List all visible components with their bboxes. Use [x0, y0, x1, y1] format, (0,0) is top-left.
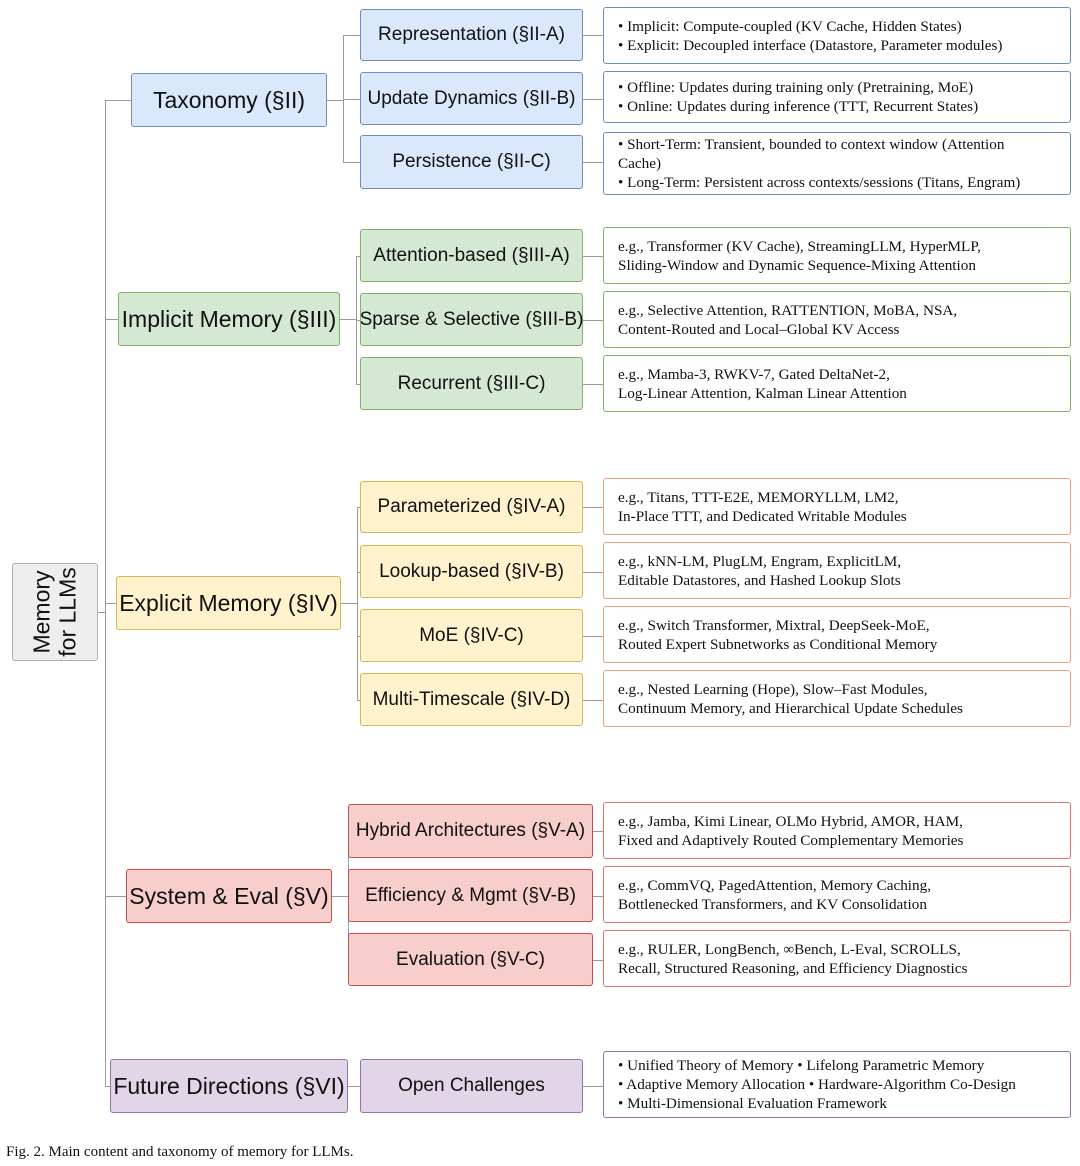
description-implicit-2: [603, 355, 1071, 412]
description-explicit-0: [603, 478, 1071, 535]
desc-connector-taxonomy-2: [583, 162, 603, 163]
description-line: e.g., Nested Learning (Hope), Slow–Fast Modules,: [618, 680, 928, 698]
description-line: • Multi-Dimensional Evaluation Framework: [618, 1095, 887, 1112]
desc-connector-taxonomy-1: [583, 99, 603, 100]
section-future: Future Directions (§VI): [110, 1059, 348, 1113]
figure-caption: Fig. 2. Main content and taxonomy of memory for LLMs.: [6, 1144, 354, 1160]
description-system-0: [603, 802, 1071, 859]
description-taxonomy-1: [603, 71, 1071, 123]
desc-connector-implicit-1: [583, 320, 603, 321]
description-line: e.g., kNN-LM, PlugLM, Engram, ExplicitLM,: [618, 552, 902, 570]
subsection-system-1: Efficiency & Mgmt (§V-B): [348, 869, 593, 922]
desc-connector-explicit-3: [583, 700, 603, 701]
desc-connector-future-0: [583, 1086, 603, 1087]
description-explicit-3: [603, 670, 1071, 727]
desc-connector-explicit-0: [583, 507, 603, 508]
description-line: • Explicit: Decoupled interface (Datastore, Parameter modules): [618, 36, 1003, 54]
description-line: Fixed and Adaptively Routed Complementary Memories: [618, 831, 964, 849]
subsection-explicit-0: Parameterized (§IV-A): [360, 481, 583, 533]
connector-future: [348, 1086, 360, 1087]
description-line: • Short-Term: Transient, bounded to context window (Attention: [618, 136, 1005, 153]
branch-explicit: [105, 603, 116, 604]
description-line: Recall, Structured Reasoning, and Efficiency Diagnostics: [618, 959, 968, 977]
desc-connector-implicit-0: [583, 256, 603, 257]
description-explicit-2: [603, 606, 1071, 663]
section-taxonomy: Taxonomy (§II): [131, 73, 327, 127]
desc-connector-system-1: [593, 896, 603, 897]
description-taxonomy-2: [603, 132, 1071, 195]
description-line: e.g., Jamba, Kimi Linear, OLMo Hybrid, AMOR, HAM,: [618, 812, 963, 830]
subsection-taxonomy-0: Representation (§II-A): [360, 9, 583, 61]
description-line: Content-Routed and Local–Global KV Access: [618, 320, 900, 338]
subsection-future-0: Open Challenges: [360, 1059, 583, 1113]
subsection-explicit-3: Multi-Timescale (§IV-D): [360, 673, 583, 726]
description-line: Continuum Memory, and Hierarchical Update Schedules: [618, 699, 963, 717]
description-implicit-1: [603, 291, 1071, 348]
description-line: Routed Expert Subnetworks as Conditional Memory: [618, 635, 938, 653]
connector-taxonomy-2: [343, 162, 360, 163]
subsection-taxonomy-2: Persistence (§II-C): [360, 135, 583, 189]
section-explicit: Explicit Memory (§IV): [116, 576, 341, 630]
root-node: [12, 563, 98, 661]
desc-connector-taxonomy-0: [583, 35, 603, 36]
description-line: In-Place TTT, and Dedicated Writable Modules: [618, 507, 907, 525]
section-implicit: Implicit Memory (§III): [118, 292, 340, 346]
branch-system: [105, 896, 126, 897]
description-line: • Implicit: Compute-coupled (KV Cache, Hidden States): [618, 17, 962, 35]
connector-taxonomy-1: [343, 99, 360, 100]
connector-taxonomy: [327, 100, 343, 101]
description-line: e.g., Selective Attention, RATTENTION, MoBA, NSA,: [618, 301, 958, 319]
connector-system: [332, 896, 348, 897]
description-line: • Offline: Updates during training only (Pretraining, MoE): [618, 79, 974, 96]
connector-taxonomy-0: [343, 35, 360, 36]
subsection-implicit-1: Sparse & Selective (§III-B): [360, 293, 583, 346]
description-future-0: [603, 1051, 1071, 1118]
description-line: • Long-Term: Persistent across contexts/sessions (Titans, Engram): [618, 174, 1021, 191]
description-line: • Adaptive Memory Allocation • Hardware-Algorithm Co-Design: [618, 1076, 1016, 1093]
description-line: e.g., RULER, LongBench, ∞Bench, L-Eval, SCROLLS,: [618, 940, 961, 958]
description-line: Log-Linear Attention, Kalman Linear Attention: [618, 384, 907, 402]
trunk-line: [105, 100, 106, 1086]
description-line: e.g., Titans, TTT-E2E, MEMORYLLM, LM2,: [618, 488, 899, 506]
subsection-explicit-1: Lookup-based (§IV-B): [360, 545, 583, 598]
description-system-2: [603, 930, 1071, 987]
description-implicit-0: [603, 227, 1071, 284]
description-line: Bottlenecked Transformers, and KV Consolidation: [618, 895, 927, 913]
description-taxonomy-0: [603, 7, 1071, 64]
connector-implicit: [340, 319, 356, 320]
desc-connector-implicit-2: [583, 384, 603, 385]
description-line: e.g., Mamba-3, RWKV-7, Gated DeltaNet-2,: [618, 365, 890, 383]
subsection-explicit-2: MoE (§IV-C): [360, 609, 583, 662]
description-line: Cache): [618, 155, 662, 172]
description-line: e.g., CommVQ, PagedAttention, Memory Caching,: [618, 876, 931, 894]
description-line: • Online: Updates during inference (TTT, Recurrent States): [618, 98, 979, 115]
description-explicit-1: [603, 542, 1071, 599]
subsection-implicit-0: Attention-based (§III-A): [360, 229, 583, 282]
description-line: Editable Datastores, and Hashed Lookup Slots: [618, 571, 901, 589]
description-line: e.g., Transformer (KV Cache), StreamingLLM, HyperMLP,: [618, 237, 981, 255]
branch-taxonomy: [105, 100, 131, 101]
root-label-line1: Memory: [29, 570, 56, 654]
spine-explicit: [357, 507, 358, 700]
desc-connector-explicit-2: [583, 636, 603, 637]
subsection-implicit-2: Recurrent (§III-C): [360, 357, 583, 410]
description-line: Sliding-Window and Dynamic Sequence-Mixing Attention: [618, 256, 976, 274]
description-line: • Unified Theory of Memory • Lifelong Parametric Memory: [618, 1057, 985, 1074]
connector-explicit: [341, 603, 357, 604]
description-line: e.g., Switch Transformer, Mixtral, DeepSeek-MoE,: [618, 616, 930, 634]
branch-implicit: [105, 319, 118, 320]
section-system: System & Eval (§V): [126, 869, 332, 923]
desc-connector-system-2: [593, 960, 603, 961]
description-system-1: [603, 866, 1071, 923]
desc-connector-explicit-1: [583, 572, 603, 573]
desc-connector-system-0: [593, 831, 603, 832]
subsection-system-0: Hybrid Architectures (§V-A): [348, 804, 593, 858]
subsection-taxonomy-1: Update Dynamics (§II-B): [360, 72, 583, 125]
root-label-line2: for LLMs: [55, 567, 82, 657]
subsection-system-2: Evaluation (§V-C): [348, 933, 593, 986]
